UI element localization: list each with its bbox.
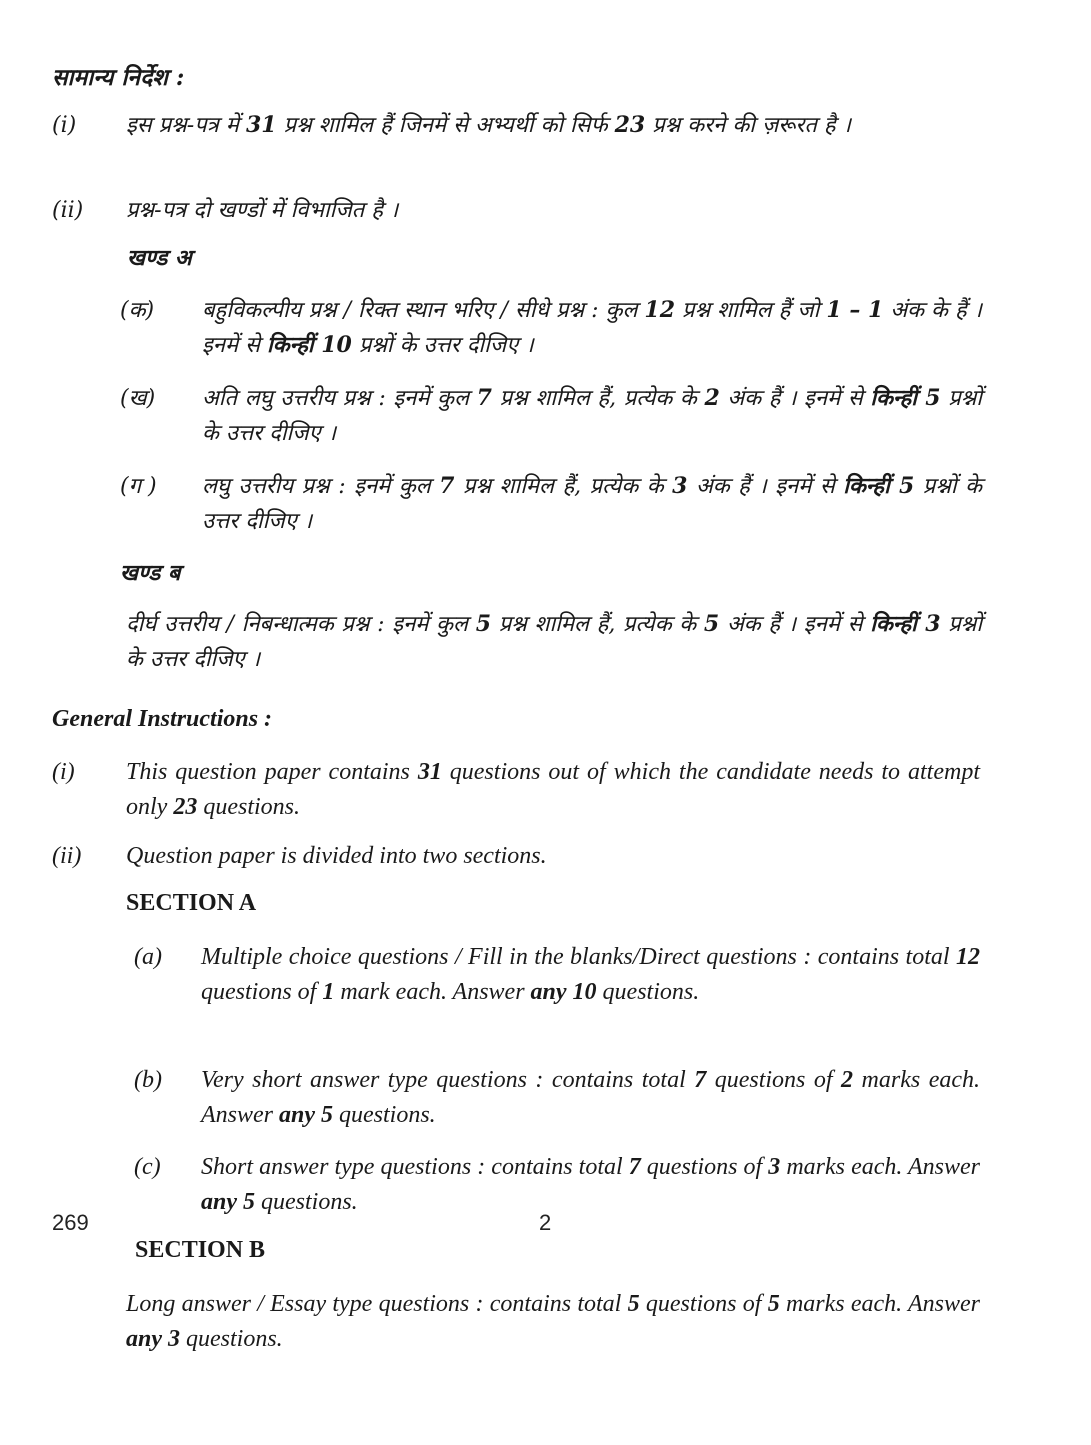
instruction-text: Short answer type questions : contains total 7 questions of 3 marks each. Answer any 5 questions. xyxy=(201,1154,981,1215)
instruction-text: बहुविकल्पीय प्रश्न / रिक्त स्थान भरिए / सीधे प्रश्न : कुल 12 प्रश्न शामिल हैं जो 1 – 1 अंक के हैं । इनमें से किन्हीं 10 प्रश्नों के उत्तर दीजिए । xyxy=(202,297,983,358)
english-item-c xyxy=(134,1150,980,1220)
instruction-text: Long answer / Essay type questions : contains total 5 questions of 5 marks each. Answer any 3 questions. xyxy=(126,1291,980,1352)
marker: (क) xyxy=(120,298,155,323)
instruction-text: इस प्रश्न-पत्र में 31 प्रश्न शामिल हैं जिनमें से अभ्यर्थी को सिर्फ 23 प्रश्न करने की ज़रूरत है । xyxy=(126,112,851,138)
hindi-instruction-i xyxy=(52,108,982,143)
marker: (b) xyxy=(134,1067,162,1093)
instruction-text: Multiple choice questions / Fill in the blanks/Direct questions : contains total 12 questions of 1 mark each. Answer any 10 questions. xyxy=(201,944,980,1005)
page-number: 2 xyxy=(539,1210,552,1235)
hindi-instruction-ii xyxy=(52,193,982,228)
instruction-text: Question paper is divided into two sections. xyxy=(126,843,547,869)
hindi-section-a: खण्ड अ xyxy=(127,245,192,271)
english-section-b: SECTION B xyxy=(135,1237,266,1263)
hindi-heading: सामान्य निर्देश : xyxy=(52,64,185,91)
instruction-text: दीर्घ उत्तरीय / निबन्धात्मक प्रश्न : इनमें कुल 5 प्रश्न शामिल हैं, प्रत्येक के 5 अंक हैं । इनमें से किन्हीं 3 प्रश्नों के उत्तर दीजिए । xyxy=(126,611,983,672)
instruction-text: लघु उत्तरीय प्रश्न : इनमें कुल 7 प्रश्न शामिल हैं, प्रत्येक के 3 अंक हैं । इनमें से किन्हीं 5 प्रश्नों के उत्तर दीजिए । xyxy=(202,473,982,534)
marker: (i) xyxy=(52,113,77,138)
marker: (ख) xyxy=(120,386,156,411)
instruction-text: अति लघु उत्तरीय प्रश्न : इनमें कुल 7 प्रश्न शामिल हैं, प्रत्येक के 2 अंक हैं । इनमें से किन्हीं 5 प्रश्नों के उत्तर दीजिए । xyxy=(202,385,982,446)
english-instruction-ii xyxy=(52,839,980,874)
paper-code: 269 xyxy=(52,1210,89,1235)
marker: (ii) xyxy=(52,198,84,223)
english-section-a: SECTION A xyxy=(126,890,257,916)
hindi-section-b: खण्ड ब xyxy=(120,560,181,586)
hindi-item-ga xyxy=(120,469,982,539)
instruction-text: प्रश्न-पत्र दो खण्डों में विभाजित है । xyxy=(126,198,399,223)
english-long-answer xyxy=(126,1287,980,1357)
english-instruction-i xyxy=(52,755,980,825)
marker: (a) xyxy=(134,944,162,970)
hindi-item-kha xyxy=(120,381,982,451)
hindi-long-answer xyxy=(126,607,982,677)
instruction-text: Very short answer type questions : contains total 7 questions of 2 marks each. Answer any 5 questions. xyxy=(201,1067,980,1128)
english-item-a xyxy=(134,940,980,1010)
marker: (c) xyxy=(134,1154,161,1180)
marker: (i) xyxy=(52,759,75,785)
english-heading: General Instructions : xyxy=(52,706,273,732)
instruction-text: This question paper contains 31 questions out of which the candidate needs to attempt only 23 questions. xyxy=(126,759,980,820)
hindi-item-ka xyxy=(120,293,982,363)
marker: (ii) xyxy=(52,843,82,869)
marker: (ग ) xyxy=(120,474,157,499)
english-item-b xyxy=(134,1063,980,1133)
